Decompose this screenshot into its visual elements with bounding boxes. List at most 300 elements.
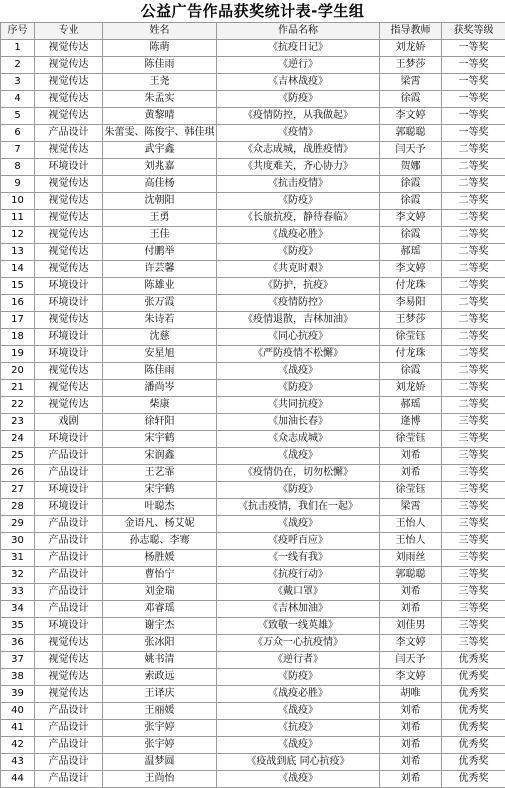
cell-advisor: 刘希: [380, 720, 442, 737]
cell-work-title: 《共度难关，齐心协力》: [217, 159, 380, 176]
cell-major: 视觉传达: [35, 210, 103, 227]
cell-work-title: 《战疫》: [217, 771, 380, 788]
cell-name: 付鹏举: [103, 244, 217, 261]
cell-name: 姚书清: [103, 652, 217, 669]
cell-name: 朱诗若: [103, 312, 217, 329]
cell-work-title: 《战疫必胜》: [217, 686, 380, 703]
cell-work-title: 《抗疫》: [217, 720, 380, 737]
cell-index: 10: [1, 193, 35, 210]
cell-index: 21: [1, 380, 35, 397]
cell-name: 宋润鑫: [103, 448, 217, 465]
cell-work-title: 《疫战到底 同心抗疫》: [217, 754, 380, 771]
table-row: [1, 227, 505, 244]
cell-index: 4: [1, 91, 35, 108]
cell-name: 温梦圆: [103, 754, 217, 771]
cell-major: 产品设计: [35, 601, 103, 618]
cell-major: 视觉传达: [35, 363, 103, 380]
cell-major: 产品设计: [35, 567, 103, 584]
table-row: [1, 533, 505, 550]
cell-work-title: 《一线有我》: [217, 550, 380, 567]
cell-award-level: 三等奖: [442, 465, 505, 482]
table-row: [1, 720, 505, 737]
cell-name: 叶聪杰: [103, 499, 217, 516]
cell-major: 环境设计: [35, 159, 103, 176]
header-name: 姓名: [103, 23, 217, 40]
cell-index: 25: [1, 448, 35, 465]
cell-major: 产品设计: [35, 550, 103, 567]
table-row: [1, 346, 505, 363]
cell-major: 环境设计: [35, 431, 103, 448]
cell-work-title: 《防护，抗疫》: [217, 278, 380, 295]
cell-advisor: 闫天予: [380, 142, 442, 159]
cell-work-title: 《抗疫日记》: [217, 40, 380, 57]
cell-name: 黄黎晴: [103, 108, 217, 125]
cell-advisor: 徐霞: [380, 91, 442, 108]
cell-work-title: 《吉林战疫》: [217, 74, 380, 91]
cell-award-level: 优秀奖: [442, 669, 505, 686]
cell-index: 7: [1, 142, 35, 159]
cell-work-title: 《防疫》: [217, 380, 380, 397]
cell-name: 王艺霏: [103, 465, 217, 482]
cell-award-level: 二等奖: [442, 142, 505, 159]
header-row: [1, 23, 505, 40]
table-row: [1, 737, 505, 754]
cell-name: 王勇: [103, 210, 217, 227]
cell-index: 24: [1, 431, 35, 448]
cell-major: 产品设计: [35, 448, 103, 465]
cell-award-level: 二等奖: [442, 380, 505, 397]
cell-major: 环境设计: [35, 499, 103, 516]
cell-advisor: 梁霄: [380, 74, 442, 91]
cell-major: 产品设计: [35, 516, 103, 533]
cell-advisor: 王梦莎: [380, 57, 442, 74]
cell-index: 26: [1, 465, 35, 482]
cell-advisor: 刘雨丝: [380, 550, 442, 567]
cell-major: 视觉传达: [35, 193, 103, 210]
cell-advisor: 刘龙娇: [380, 40, 442, 57]
cell-award-level: 三等奖: [442, 414, 505, 431]
cell-index: 9: [1, 176, 35, 193]
table-row: [1, 380, 505, 397]
cell-index: 16: [1, 295, 35, 312]
table-row: [1, 686, 505, 703]
table-row: [1, 193, 505, 210]
cell-advisor: 刘龙娇: [380, 380, 442, 397]
cell-work-title: 《防疫》: [217, 91, 380, 108]
cell-award-level: 一等奖: [442, 125, 505, 142]
cell-award-level: 二等奖: [442, 397, 505, 414]
table-row: [1, 295, 505, 312]
cell-major: 戏剧: [35, 414, 103, 431]
cell-index: 37: [1, 652, 35, 669]
cell-award-level: 二等奖: [442, 176, 505, 193]
cell-work-title: 《疫情》: [217, 125, 380, 142]
cell-award-level: 二等奖: [442, 346, 505, 363]
cell-major: 环境设计: [35, 278, 103, 295]
table-row: [1, 108, 505, 125]
cell-advisor: 付龙珠: [380, 278, 442, 295]
table-row: [1, 584, 505, 601]
cell-name: 杨胜媛: [103, 550, 217, 567]
cell-advisor: 胡唯: [380, 686, 442, 703]
cell-major: 视觉传达: [35, 397, 103, 414]
cell-major: 视觉传达: [35, 108, 103, 125]
table-row: [1, 550, 505, 567]
cell-advisor: 李文婷: [380, 261, 442, 278]
cell-major: 视觉传达: [35, 635, 103, 652]
cell-name: 陈佳雨: [103, 363, 217, 380]
cell-index: 6: [1, 125, 35, 142]
header-major: 专业: [35, 23, 103, 40]
cell-award-level: 二等奖: [442, 210, 505, 227]
cell-major: 产品设计: [35, 754, 103, 771]
cell-index: 23: [1, 414, 35, 431]
table-row: [1, 482, 505, 499]
cell-name: 沈慈: [103, 329, 217, 346]
table-row: [1, 74, 505, 91]
table-row: [1, 703, 505, 720]
cell-award-level: 二等奖: [442, 261, 505, 278]
cell-advisor: 李文婷: [380, 635, 442, 652]
cell-award-level: 优秀奖: [442, 686, 505, 703]
cell-work-title: 《共同抗疫》: [217, 397, 380, 414]
cell-award-level: 二等奖: [442, 363, 505, 380]
cell-work-title: 《疫呼百应》: [217, 533, 380, 550]
cell-major: 产品设计: [35, 771, 103, 788]
cell-award-level: 三等奖: [442, 533, 505, 550]
cell-advisor: 郝瑶: [380, 397, 442, 414]
cell-name: 朱孟实: [103, 91, 217, 108]
cell-award-level: 二等奖: [442, 159, 505, 176]
table-row: [1, 499, 505, 516]
cell-major: 产品设计: [35, 584, 103, 601]
table-row: [1, 771, 505, 788]
cell-index: 34: [1, 601, 35, 618]
table-row: [1, 40, 505, 57]
cell-award-level: 一等奖: [442, 57, 505, 74]
table-row: [1, 567, 505, 584]
cell-work-title: 《戴口罩》: [217, 584, 380, 601]
table-row: [1, 431, 505, 448]
cell-work-title: 《抗击疫情》: [217, 176, 380, 193]
cell-major: 产品设计: [35, 533, 103, 550]
cell-work-title: 《防疫》: [217, 193, 380, 210]
cell-advisor: 刘希: [380, 754, 442, 771]
cell-work-title: 《抗击疫情，我们在一起》: [217, 499, 380, 516]
cell-work-title: 《吉林加油》: [217, 601, 380, 618]
cell-award-level: 优秀奖: [442, 652, 505, 669]
cell-advisor: 刘希: [380, 448, 442, 465]
cell-name: 王译庆: [103, 686, 217, 703]
cell-name: 谢宇杰: [103, 618, 217, 635]
table-row: [1, 754, 505, 771]
cell-advisor: 王梦莎: [380, 312, 442, 329]
cell-award-level: 三等奖: [442, 584, 505, 601]
cell-index: 38: [1, 669, 35, 686]
cell-major: 环境设计: [35, 618, 103, 635]
cell-index: 3: [1, 74, 35, 91]
cell-award-level: 优秀奖: [442, 720, 505, 737]
table-row: [1, 635, 505, 652]
header-advisor: 指导教师: [380, 23, 442, 40]
table-row: [1, 618, 505, 635]
cell-advisor: 付龙珠: [380, 346, 442, 363]
cell-index: 17: [1, 312, 35, 329]
table-row: [1, 465, 505, 482]
cell-name: 曹怡宁: [103, 567, 217, 584]
cell-advisor: 刘希: [380, 737, 442, 754]
awards-table: [0, 22, 505, 788]
cell-name: 朱蕾雯、陈俊宇、韩佳琪: [103, 125, 217, 142]
cell-index: 40: [1, 703, 35, 720]
cell-name: 许芸馨: [103, 261, 217, 278]
cell-advisor: 刘希: [380, 771, 442, 788]
cell-name: 王尧: [103, 74, 217, 91]
cell-major: 视觉传达: [35, 227, 103, 244]
cell-index: 15: [1, 278, 35, 295]
cell-index: 18: [1, 329, 35, 346]
cell-work-title: 《疫情退散，吉林加油》: [217, 312, 380, 329]
cell-advisor: 逄博: [380, 414, 442, 431]
table-row: [1, 261, 505, 278]
cell-award-level: 三等奖: [442, 448, 505, 465]
header-index: 序号: [1, 23, 35, 40]
cell-work-title: 《疫情防控，从我做起》: [217, 108, 380, 125]
cell-advisor: 梁霄: [380, 499, 442, 516]
cell-work-title: 《防疫》: [217, 244, 380, 261]
cell-advisor: 徐霞: [380, 363, 442, 380]
cell-index: 19: [1, 346, 35, 363]
cell-major: 视觉传达: [35, 74, 103, 91]
cell-name: 宋宇鹤: [103, 482, 217, 499]
cell-name: 王佳: [103, 227, 217, 244]
cell-advisor: 徐霞: [380, 193, 442, 210]
cell-advisor: 刘希: [380, 465, 442, 482]
cell-name: 张宇婷: [103, 737, 217, 754]
cell-advisor: 闫天予: [380, 652, 442, 669]
cell-work-title: 《防疫》: [217, 482, 380, 499]
table-row: [1, 210, 505, 227]
cell-advisor: 刘希: [380, 703, 442, 720]
cell-work-title: 《致敬一线英雄》: [217, 618, 380, 635]
table-row: [1, 652, 505, 669]
cell-major: 视觉传达: [35, 57, 103, 74]
cell-name: 张宇婷: [103, 720, 217, 737]
cell-award-level: 三等奖: [442, 516, 505, 533]
cell-award-level: 三等奖: [442, 567, 505, 584]
cell-name: 高佳杨: [103, 176, 217, 193]
cell-work-title: 《逆行》: [217, 57, 380, 74]
cell-name: 安星旭: [103, 346, 217, 363]
cell-award-level: 优秀奖: [442, 737, 505, 754]
cell-name: 徐轩阳: [103, 414, 217, 431]
cell-name: 刘兆嘉: [103, 159, 217, 176]
cell-index: 41: [1, 720, 35, 737]
cell-major: 视觉传达: [35, 669, 103, 686]
cell-major: 视觉传达: [35, 142, 103, 159]
cell-major: 视觉传达: [35, 312, 103, 329]
cell-advisor: 李文婷: [380, 210, 442, 227]
cell-index: 44: [1, 771, 35, 788]
cell-name: 张冰阳: [103, 635, 217, 652]
cell-award-level: 一等奖: [442, 74, 505, 91]
table-row: [1, 91, 505, 108]
cell-name: 柴康: [103, 397, 217, 414]
cell-name: 邓睿瑶: [103, 601, 217, 618]
cell-name: 孙志聪、李骞: [103, 533, 217, 550]
cell-major: 产品设计: [35, 737, 103, 754]
cell-work-title: 《共克时艰》: [217, 261, 380, 278]
table-row: [1, 125, 505, 142]
cell-award-level: 二等奖: [442, 227, 505, 244]
cell-name: 陈雄业: [103, 278, 217, 295]
cell-major: 环境设计: [35, 346, 103, 363]
cell-advisor: 徐莹钰: [380, 431, 442, 448]
cell-index: 8: [1, 159, 35, 176]
table-row: [1, 448, 505, 465]
cell-major: 视觉传达: [35, 261, 103, 278]
table-row: [1, 244, 505, 261]
cell-name: 潘尚岑: [103, 380, 217, 397]
cell-award-level: 优秀奖: [442, 703, 505, 720]
cell-advisor: 徐霞: [380, 176, 442, 193]
cell-award-level: 一等奖: [442, 40, 505, 57]
cell-major: 视觉传达: [35, 91, 103, 108]
cell-advisor: 徐莹钰: [380, 329, 442, 346]
cell-major: 产品设计: [35, 125, 103, 142]
cell-name: 索政远: [103, 669, 217, 686]
cell-name: 宋宇鹤: [103, 431, 217, 448]
cell-award-level: 三等奖: [442, 482, 505, 499]
cell-advisor: 郝瑶: [380, 244, 442, 261]
cell-major: 视觉传达: [35, 40, 103, 57]
cell-index: 5: [1, 108, 35, 125]
cell-index: 33: [1, 584, 35, 601]
cell-advisor: 郭聪聪: [380, 567, 442, 584]
table-row: [1, 414, 505, 431]
cell-work-title: 《长旅抗疫，静待春临》: [217, 210, 380, 227]
cell-work-title: 《战疫》: [217, 737, 380, 754]
cell-index: 29: [1, 516, 35, 533]
table-row: [1, 329, 505, 346]
cell-award-level: 三等奖: [442, 618, 505, 635]
cell-major: 环境设计: [35, 295, 103, 312]
cell-index: 11: [1, 210, 35, 227]
cell-advisor: 刘希: [380, 584, 442, 601]
table-row: [1, 312, 505, 329]
table-row: [1, 363, 505, 380]
cell-advisor: 刘希: [380, 601, 442, 618]
cell-name: 陈佳雨: [103, 57, 217, 74]
cell-name: 金语凡、杨艾妮: [103, 516, 217, 533]
cell-major: 视觉传达: [35, 652, 103, 669]
cell-major: 产品设计: [35, 703, 103, 720]
cell-name: 陈萌: [103, 40, 217, 57]
cell-work-title: 《众志成城，战胜疫情》: [217, 142, 380, 159]
cell-work-title: 《战疫》: [217, 516, 380, 533]
cell-work-title: 《战疫必胜》: [217, 227, 380, 244]
cell-name: 张万霞: [103, 295, 217, 312]
cell-work-title: 《万众一心抗疫情》: [217, 635, 380, 652]
cell-work-title: 《抗疫行动》: [217, 567, 380, 584]
cell-award-level: 三等奖: [442, 601, 505, 618]
cell-award-level: 二等奖: [442, 278, 505, 295]
cell-major: 环境设计: [35, 482, 103, 499]
cell-index: 31: [1, 550, 35, 567]
cell-index: 14: [1, 261, 35, 278]
cell-major: 视觉传达: [35, 380, 103, 397]
cell-award-level: 优秀奖: [442, 771, 505, 788]
cell-index: 13: [1, 244, 35, 261]
cell-work-title: 《战疫》: [217, 703, 380, 720]
table-row: [1, 57, 505, 74]
table-row: [1, 159, 505, 176]
cell-name: 王尚怡: [103, 771, 217, 788]
cell-award-level: 二等奖: [442, 295, 505, 312]
table-row: [1, 142, 505, 159]
cell-award-level: 二等奖: [442, 193, 505, 210]
table-body: [1, 40, 505, 788]
cell-index: 2: [1, 57, 35, 74]
table-row: [1, 397, 505, 414]
cell-advisor: 刘佳男: [380, 618, 442, 635]
cell-award-level: 一等奖: [442, 91, 505, 108]
cell-major: 视觉传达: [35, 686, 103, 703]
cell-work-title: 《众志成城》: [217, 431, 380, 448]
cell-name: 武宇鑫: [103, 142, 217, 159]
cell-award-level: 一等奖: [442, 108, 505, 125]
cell-major: 产品设计: [35, 465, 103, 482]
table-row: [1, 601, 505, 618]
cell-major: 视觉传达: [35, 244, 103, 261]
cell-name: 王丽媛: [103, 703, 217, 720]
cell-work-title: 《严防疫情不松懈》: [217, 346, 380, 363]
cell-index: 28: [1, 499, 35, 516]
cell-index: 1: [1, 40, 35, 57]
cell-advisor: 王怡人: [380, 533, 442, 550]
cell-major: 环境设计: [35, 329, 103, 346]
cell-work-title: 《疫情仍在，切勿松懈》: [217, 465, 380, 482]
cell-index: 43: [1, 754, 35, 771]
cell-index: 35: [1, 618, 35, 635]
header-award-level: 获奖等级: [442, 23, 505, 40]
cell-award-level: 三等奖: [442, 499, 505, 516]
cell-award-level: 三等奖: [442, 431, 505, 448]
cell-advisor: 王怡人: [380, 516, 442, 533]
cell-index: 39: [1, 686, 35, 703]
cell-index: 20: [1, 363, 35, 380]
cell-index: 30: [1, 533, 35, 550]
cell-advisor: 郭聪聪: [380, 125, 442, 142]
table-row: [1, 516, 505, 533]
cell-award-level: 三等奖: [442, 635, 505, 652]
table-row: [1, 669, 505, 686]
table-row: [1, 278, 505, 295]
cell-work-title: 《同心抗疫》: [217, 329, 380, 346]
cell-index: 12: [1, 227, 35, 244]
cell-advisor: 李易阳: [380, 295, 442, 312]
header-work-title: 作品名称: [217, 23, 380, 40]
table-title: 公益广告作品获奖统计表-学生组: [0, 0, 505, 22]
cell-award-level: 二等奖: [442, 312, 505, 329]
cell-major: 产品设计: [35, 720, 103, 737]
cell-award-level: 优秀奖: [442, 754, 505, 771]
cell-index: 32: [1, 567, 35, 584]
cell-advisor: 徐霞: [380, 227, 442, 244]
cell-index: 36: [1, 635, 35, 652]
cell-name: 刘金瑞: [103, 584, 217, 601]
cell-work-title: 《战疫》: [217, 448, 380, 465]
